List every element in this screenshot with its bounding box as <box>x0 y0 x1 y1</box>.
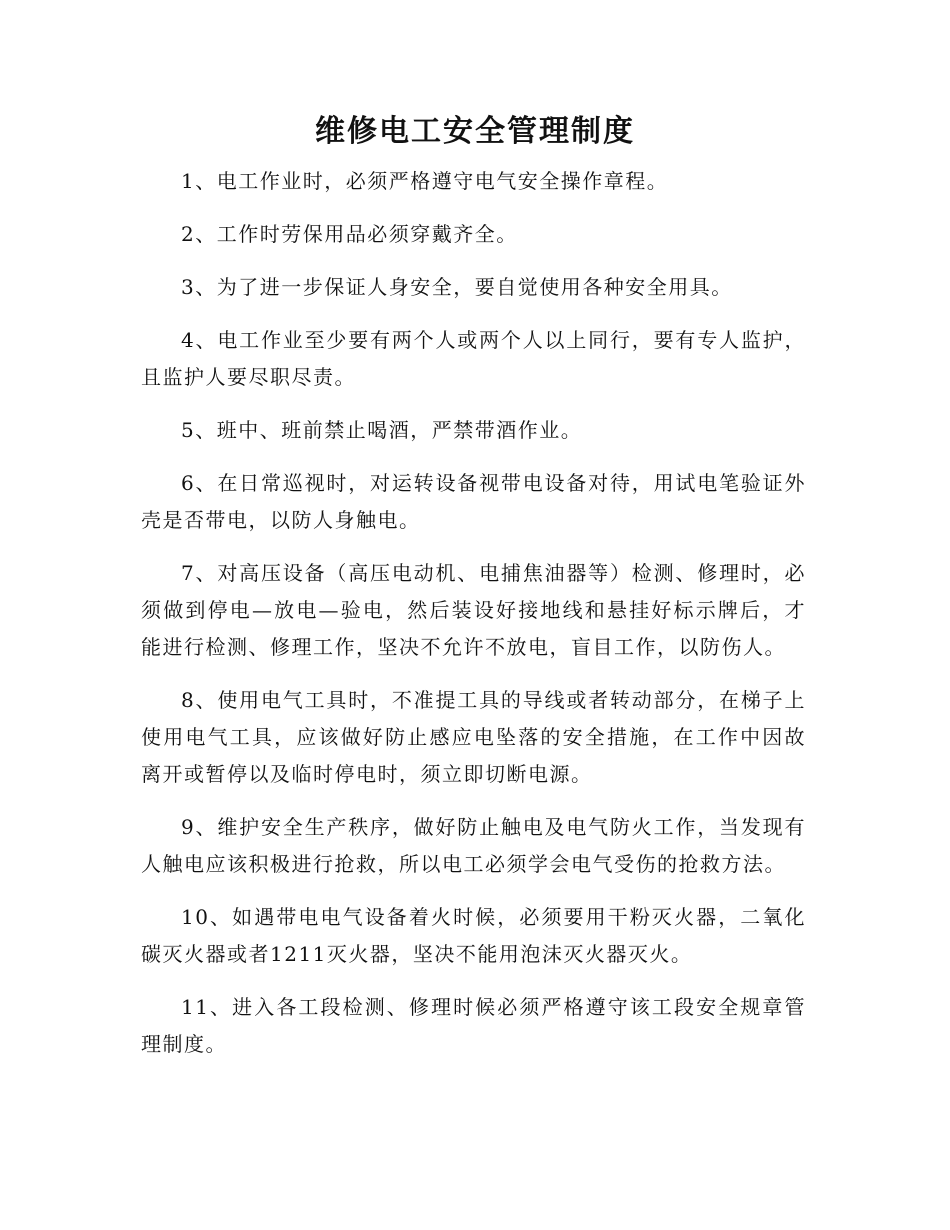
paragraph-9: 9、维护安全生产秩序，做好防止触电及电气防火工作，当发现有人触电应该积极进行抢救，所以电工必须学会电气受伤的抢救方法。 <box>141 815 806 876</box>
paragraph-6: 6、在日常巡视时，对运转设备视带电设备对待，用试电笔验证外壳是否带电，以防人身触电。 <box>141 471 806 532</box>
paragraph-11: 11、进入各工段检测、修理时候必须严格遵守该工段安全规章管理制度。 <box>141 995 806 1056</box>
paragraph-7: 7、对高压设备（高压电动机、电捕焦油器等）检测、修理时，必须做到停电—放电—验电，然后装设好接地线和悬挂好标示牌后，才能进行检测、修理工作，坚决不允许不放电，盲目工作，以防伤人。 <box>141 561 806 659</box>
paragraph-8: 8、使用电气工具时，不准提工具的导线或者转动部分，在梯子上使用电气工具，应该做好防止感应电坠落的安全措施，在工作中因故离开或暂停以及临时停电时，须立即切断电源。 <box>141 688 806 786</box>
document-title: 维修电工安全管理制度 <box>315 114 635 149</box>
document-body <box>141 163 806 1079</box>
paragraph-1: 1、电工作业时，必须严格遵守电气安全操作章程。 <box>181 169 669 193</box>
paragraph-4: 4、电工作业至少要有两个人或两个人以上同行，要有专人监护，且监护人要尽职尽责。 <box>141 328 806 389</box>
paragraph-5: 5、班中、班前禁止喝酒，严禁带酒作业。 <box>181 418 583 442</box>
paragraph-10: 10、如遇带电电气设备着火时候，必须要用干粉灭火器，二氧化碳灭火器或者1211灭火器，坚决不能用泡沫灭火器灭火。 <box>141 905 806 966</box>
paragraph-3: 3、为了进一步保证人身安全，要自觉使用各种安全用具。 <box>181 275 733 299</box>
paragraph-2: 2、工作时劳保用品必须穿戴齐全。 <box>181 222 518 246</box>
